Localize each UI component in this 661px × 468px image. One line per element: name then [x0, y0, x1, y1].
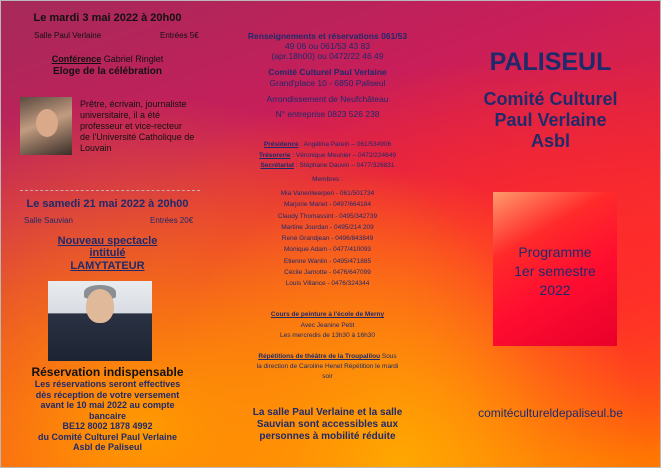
section-divider [20, 190, 200, 191]
member-item: René Grandjean - 0496/843849 [281, 235, 374, 243]
website-link[interactable]: comitécultureldepaliseul.be [478, 406, 623, 420]
middle-column [215, 0, 440, 468]
bio-line: professeur et vice-recteur [80, 121, 183, 131]
brochure-subtitle [440, 89, 661, 152]
org-district: Arrondissement de Neufchâteau [266, 94, 389, 104]
reservation-line: dès réception de votre versement [35, 389, 180, 400]
officer-role: Présidence [263, 141, 299, 148]
member-item: Claudy Thomassint - 0495/342739 [277, 212, 378, 220]
course-line: Les mercredis de 13h30 à 16h30 [279, 332, 376, 339]
course-details [215, 321, 440, 341]
org-address: Grand'place 10 - 6850 Paliseul [269, 78, 386, 88]
performer-photo [48, 281, 152, 361]
officer-row [215, 140, 440, 151]
event1-bio [80, 99, 194, 154]
programme-box [493, 192, 617, 346]
member-item: Marjorie Mariet - 0497/664184 [283, 201, 372, 209]
event1-type: Conférence [51, 54, 102, 64]
programme-line: 2022 [539, 282, 571, 298]
reservation-line: Les réservations seront effectives [34, 379, 181, 389]
event1-price: Entrées 5€ [160, 31, 199, 40]
event1-heading [0, 54, 215, 64]
speaker-photo [20, 97, 72, 155]
rehearsal-line: la direction de Caroline Henet Répétition le mardi [256, 363, 399, 370]
member-item: Etienne Wanlin - 0495/471885 [283, 257, 372, 265]
access-line: La salle Paul Verlaine et la salle [252, 407, 403, 418]
brochure-title: PALISEUL [489, 48, 612, 76]
org-name: Comité Culturel Paul Verlaine [268, 67, 387, 77]
subtitle-line: Paul Verlaine [494, 110, 607, 130]
rehearsal-title: Répétitions de théâtre de la Troupalilou [258, 353, 381, 360]
reservation-line: avant le 10 mai 2022 au compte [40, 400, 175, 410]
programme-line: Programme [518, 244, 592, 260]
event2-price: Entrées 20€ [150, 216, 194, 225]
reservation-line: bancaire [88, 410, 127, 421]
left-column [0, 0, 215, 468]
members-label: Membres : [312, 176, 343, 183]
bio-line: Louvain [80, 143, 112, 153]
rehearsal-rest: Sous [380, 353, 397, 360]
event2-venue: Salle Sauvian [24, 216, 73, 225]
rehearsal-heading [215, 352, 440, 362]
reservation-line: du Comité Culturel Paul Verlaine [37, 431, 178, 442]
event2-title [0, 235, 215, 259]
event1-venue: Salle Paul Verlaine [34, 31, 102, 40]
event2-date: Le samedi 21 mai 2022 à 20h00 [26, 198, 189, 210]
officers-list [215, 140, 440, 172]
contact-line: 49 06 ou 061/53 43 83 [284, 41, 371, 51]
member-item: Martine Jourdan - 0495/214 209 [281, 223, 374, 231]
event2-title-line: Nouveau spectacle [57, 235, 158, 247]
access-line: personnes à mobilité réduite [259, 431, 396, 442]
officer-role: Trésorerie [259, 151, 291, 159]
event1-title: Eloge de la célébration [53, 66, 162, 77]
course-title: Cours de peinture à l'école de Merny [270, 311, 385, 318]
accessibility-note [215, 407, 440, 443]
bio-line: Prêtre, écrivain, journaliste [80, 99, 187, 109]
officer-role: Secrétariat [260, 162, 295, 169]
officer-value: : Angélina Parein – 061/534906 [298, 141, 392, 148]
officer-row [215, 151, 440, 162]
event2-name: LAMYTATEUR [70, 260, 145, 272]
rehearsal-line: soir [322, 373, 333, 380]
event1-date: Le mardi 3 mai 2022 à 20h00 [33, 12, 182, 24]
member-item: Monique Adam - 0477/410093 [283, 246, 372, 254]
member-item: Louis Villance - 0476/324344 [285, 280, 370, 288]
subtitle-line: Comité Culturel [483, 89, 618, 109]
rehearsal-info [215, 352, 440, 382]
bio-line: universitaire, il a été [80, 110, 161, 120]
event1-speaker: Gabriel Ringlet [101, 54, 164, 64]
contact-info [215, 31, 440, 61]
officer-value: : Véronique Meunier – 0472/224649 [290, 151, 396, 159]
reservation-line: Asbl de Paliseul [72, 442, 143, 452]
bio-line: de l'Université Catholique de [80, 132, 195, 142]
reservation-title: Réservation indispensable [31, 365, 184, 379]
officer-value: : Stéphane Dauvin – 0477/326831 [294, 162, 395, 169]
event2-title-line: intitulé [89, 247, 126, 259]
reservation-text [0, 379, 215, 453]
subtitle-line: Asbl [530, 131, 570, 151]
programme-line: 1er semestre [514, 263, 596, 279]
company-number: N° entreprise 0823 526 238 [275, 109, 380, 119]
contact-line: Renseignements et réservations 061/53 [247, 31, 408, 41]
reservation-line: BE12 8002 1878 4992 [62, 421, 153, 431]
members-list [215, 188, 440, 290]
officer-row [215, 161, 440, 172]
member-item: Mia Vanenlwerpen - 061/501734 [280, 190, 375, 197]
contact-line: (apr.18h00) ou 0472/22 46 49 [271, 51, 384, 61]
access-line: Sauvian sont accessibles aux [256, 419, 399, 430]
member-item: Cécile Jamotte - 0476/647099 [284, 269, 371, 277]
course-line: Avec Jeanine Petit [300, 322, 355, 329]
